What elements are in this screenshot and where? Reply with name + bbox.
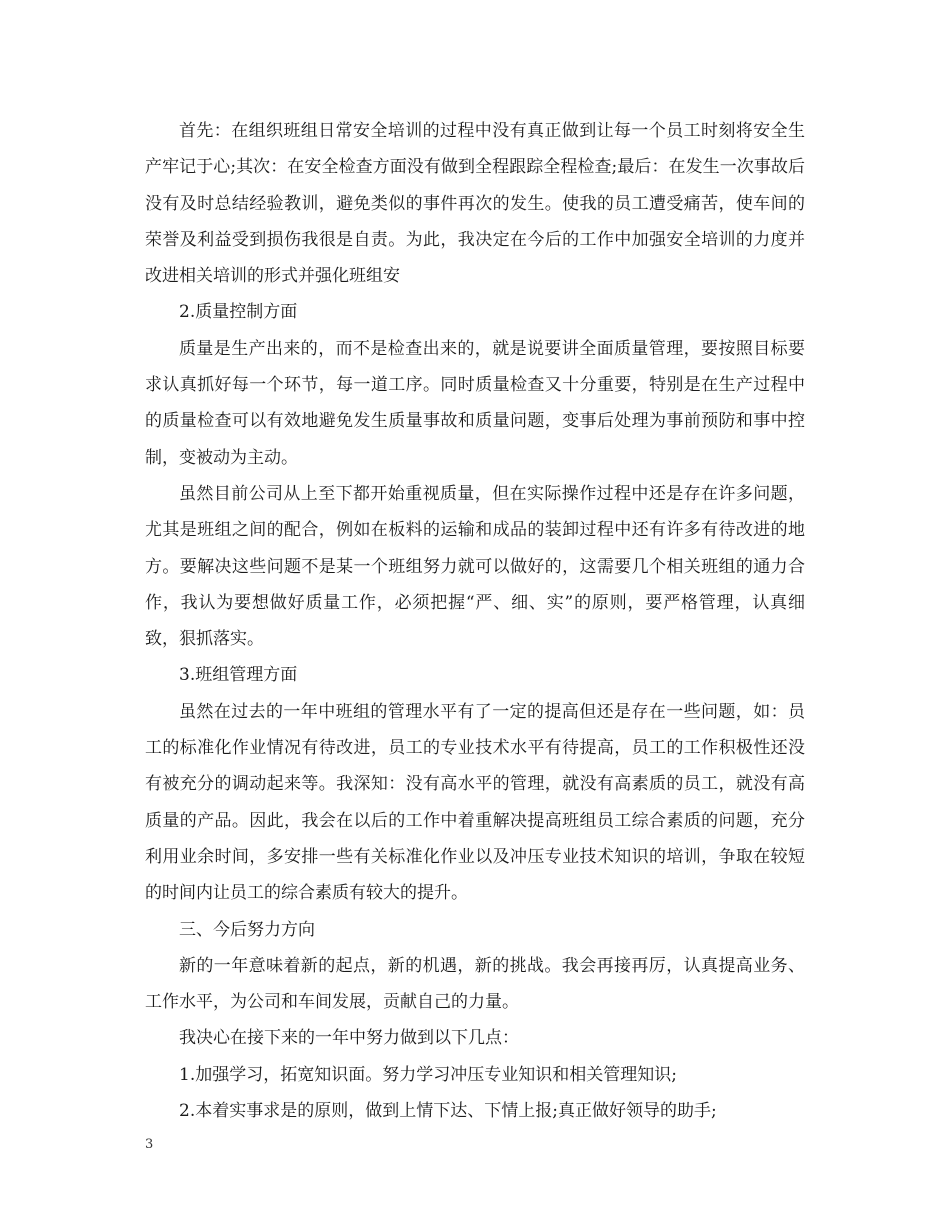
list-item-1: 1.加强学习，拓宽知识面。努力学习冲压专业知识和相关管理知识; bbox=[179, 1064, 677, 1085]
paragraph-quality-principle: 质量是生产出来的，而不是检查出来的，就是说要讲全面质量管理，要按照目标要求认真抓好每一个环节，每一道工序。同时质量检查又十分重要，特别是在生产过程中的质量检查可以有效地避免发生质量事故和质量问题，变事后处理为事前预防和事中控制，变被动为主动。 bbox=[145, 338, 805, 468]
paragraph-resolution-intro: 我决心在接下来的一年中努力做到以下几点： bbox=[179, 1028, 519, 1049]
list-item-2: 2.本着实事求是的原则，做到上情下达、下情上报;真正做好领导的助手; bbox=[179, 1101, 717, 1122]
page-number: 3 bbox=[145, 1137, 154, 1152]
paragraph-team-management: 虽然在过去的一年中班组的管理水平有了一定的提高但还是存在一些问题，如：员工的标准化作业情况有待改进，员工的专业技术水平有待提高，员工的工作积极性还没有被充分的调动起来等。我深知：没有高水平的管理，就没有高素质的员工，就没有高质量的产品。因此，我会在以后的工作中着重解决提高班组员工综合素质的问题，充分利用业余时间，多安排一些有关标准化作业以及冲压专业技术知识的培训，争取在较短的时间内让员工的综合素质有较大的提升。 bbox=[145, 701, 805, 904]
paragraph-new-year: 新的一年意味着新的起点，新的机遇，新的挑战。我会再接再厉，认真提高业务、工作水平，为公司和车间发展，贡献自己的力量。 bbox=[145, 955, 805, 1013]
document-body bbox=[145, 113, 805, 1129]
heading-future-direction: 三、今后努力方向 bbox=[179, 919, 315, 940]
heading-team-management: 3.班组管理方面 bbox=[179, 665, 298, 686]
paragraph-quality-issues: 虽然目前公司从上至下都开始重视质量，但在实际操作过程中还是存在许多问题，尤其是班组之间的配合，例如在板料的运输和成品的装卸过程中还有许多有待改进的地方。要解决这些问题不是某一个班组努力就可以做好的，这需要几个相关班组的通力合作，我认为要想做好质量工作，必须把握“严、细、实”的原则，要严格管理，认真细致，狠抓落实。 bbox=[145, 483, 805, 650]
heading-quality-control: 2.质量控制方面 bbox=[179, 302, 298, 323]
paragraph-safety-shortcomings: 首先：在组织班组日常安全培训的过程中没有真正做到让每一个员工时刻将安全生产牢记于心;其次：在安全检查方面没有做到全程跟踪全程检查;最后：在发生一次事故后没有及时总结经验教训，避免类似的事件再次的发生。使我的员工遭受痛苦，使车间的荣誉及利益受到损伤我很是自责。为此，我决定在今后的工作中加强安全培训的力度并改进相关培训的形式并强化班组安 bbox=[145, 121, 805, 287]
